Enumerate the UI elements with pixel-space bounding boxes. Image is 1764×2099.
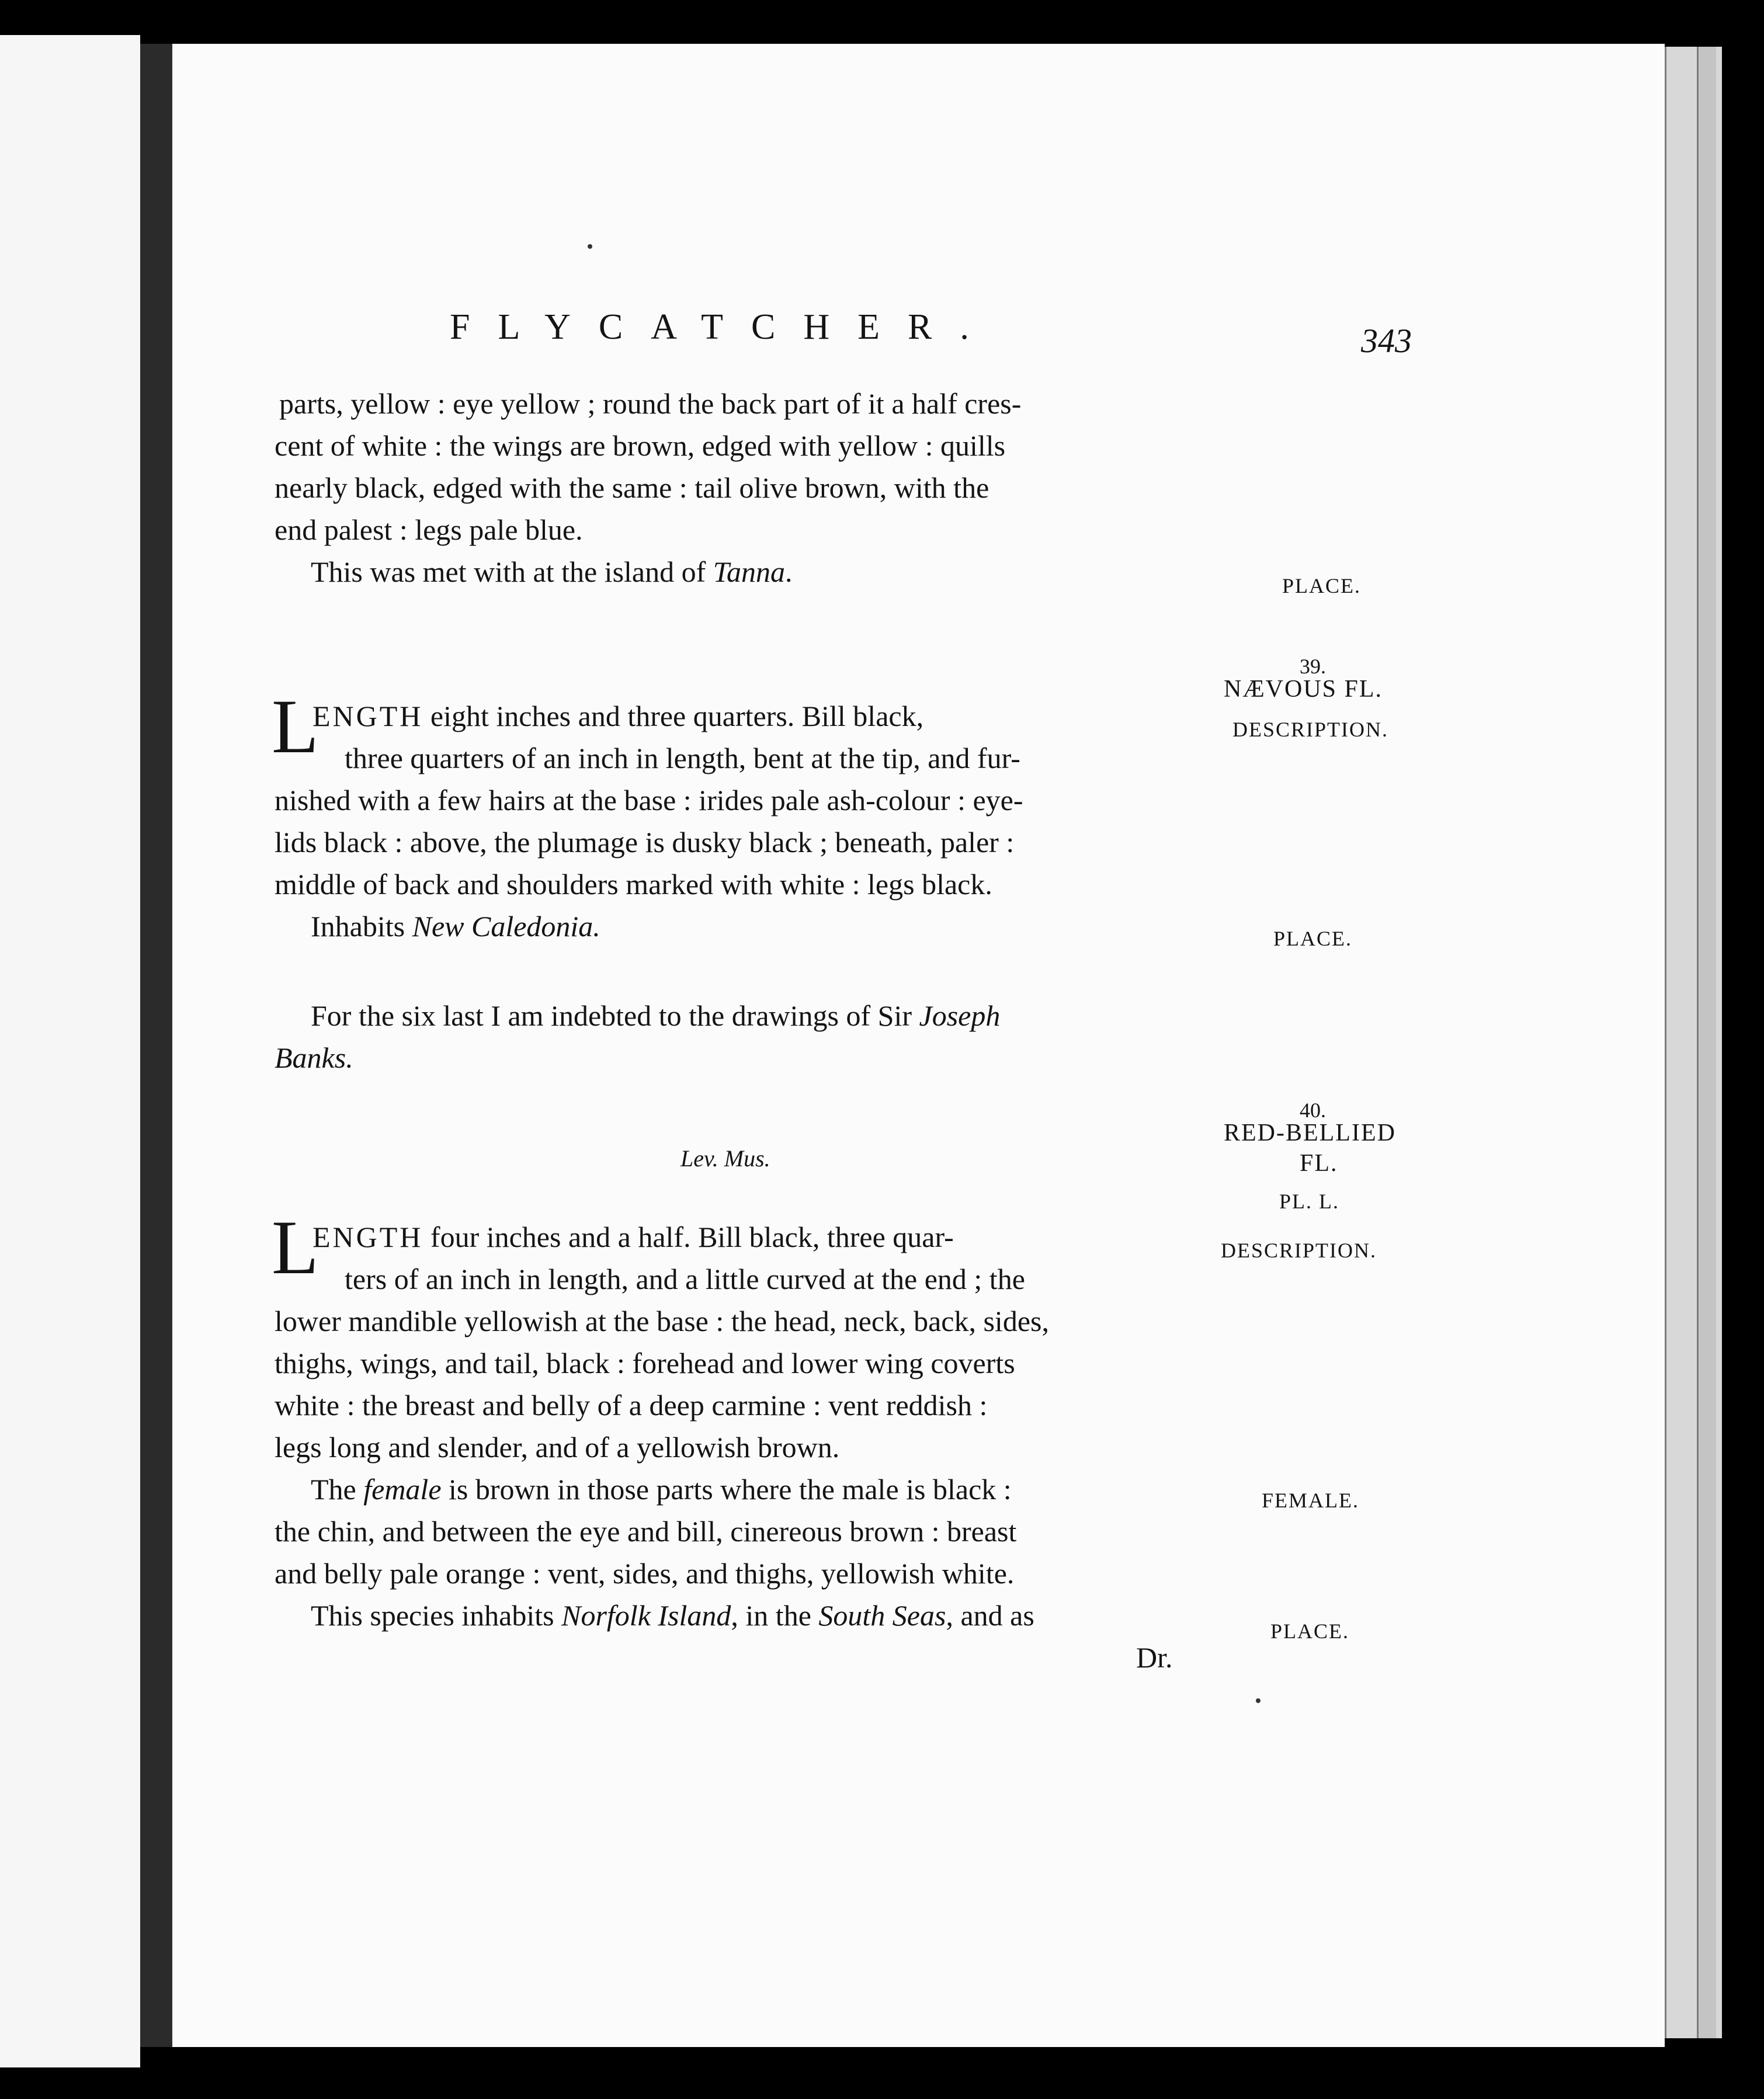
place-name: South Seas (818, 1599, 946, 1632)
margin-note: PLACE. (1282, 574, 1362, 597)
text-line: and belly pale orange : vent, sides, and thighs, yellowish white. (275, 1557, 1015, 1590)
drop-cap: L (272, 1204, 319, 1290)
source-reference: Lev. Mus. (680, 1145, 770, 1172)
place-name: Norfolk Island (561, 1599, 731, 1632)
book-gutter (140, 44, 172, 2047)
plate-reference: PL. L. (1279, 1190, 1340, 1213)
text-line: Inhabits New Caledonia. (311, 910, 600, 943)
species-name: NÆVOUS FL. (1224, 676, 1383, 703)
place-name: New Caledonia. (412, 910, 600, 943)
species-name: RED-BELLIED (1224, 1120, 1396, 1146)
margin-note: DESCRIPTION. (1221, 1239, 1377, 1262)
text-line: nished with a few hairs at the base : irides pale ash-colour : eye- (275, 784, 1023, 816)
drop-cap: L (272, 683, 319, 769)
text-line: The female is brown in those parts where the male is black : (311, 1473, 1012, 1506)
page-edges-inner (1697, 47, 1716, 2038)
text-line: This species inhabits Norfolk Island, in the South Seas, and as (311, 1599, 1034, 1632)
text-line: ters of an inch in length, and a little curved at the end ; the (345, 1263, 1025, 1295)
text-line: parts, yellow : eye yellow ; round the back part of it a half cres- (279, 387, 1022, 420)
text-line: thighs, wings, and tail, black : forehead and lower wing coverts (275, 1347, 1015, 1379)
margin-note: DESCRIPTION. (1232, 718, 1389, 741)
running-title: FLYCATCHER. (450, 307, 997, 347)
catchword: Dr. (1136, 1641, 1173, 1674)
person-name: Joseph (919, 999, 1001, 1032)
text-line: white : the breast and belly of a deep carmine : vent reddish : (275, 1389, 988, 1422)
facing-page (0, 35, 140, 2067)
page-number: 343 (1361, 322, 1412, 360)
text-line: three quarters of an inch in length, bent at the tip, and fur- (345, 742, 1020, 774)
text-line: legs long and slender, and of a yellowish brown. (275, 1431, 840, 1464)
text-line: lids black : above, the plumage is dusky black ; beneath, paler : (275, 826, 1015, 859)
margin-note: PLACE. (1273, 927, 1353, 950)
margin-note: FEMALE. (1262, 1489, 1359, 1512)
text-line: lower mandible yellowish at the base : the head, neck, back, sides, (275, 1305, 1049, 1337)
entry-number: 39. (1300, 655, 1326, 678)
ink-speck (1256, 1698, 1261, 1703)
place-name: Tanna (713, 555, 785, 588)
text-line: ENGTH four inches and a half. Bill black, three quar- (312, 1221, 954, 1253)
entry-number: 40. (1300, 1099, 1326, 1122)
text-line: the chin, and between the eye and bill, cinereous brown : breast (275, 1515, 1017, 1548)
text-line: cent of white : the wings are brown, edged with yellow : quills (275, 429, 1006, 462)
text-line: end palest : legs pale blue. (275, 513, 583, 546)
text-line: middle of back and shoulders marked with white : legs black. (275, 868, 992, 901)
ink-speck (588, 244, 592, 249)
text-line: This was met with at the island of Tanna. (311, 555, 793, 588)
text-line: For the six last I am indebted to the drawings of Sir Joseph (311, 999, 1001, 1032)
species-name: FL. (1300, 1150, 1338, 1177)
margin-note: PLACE. (1270, 1620, 1350, 1643)
text-line: ENGTH eight inches and three quarters. Bill black, (312, 700, 924, 732)
text-line: Banks. (275, 1041, 353, 1074)
text-line: nearly black, edged with the same : tail olive brown, with the (275, 471, 989, 504)
